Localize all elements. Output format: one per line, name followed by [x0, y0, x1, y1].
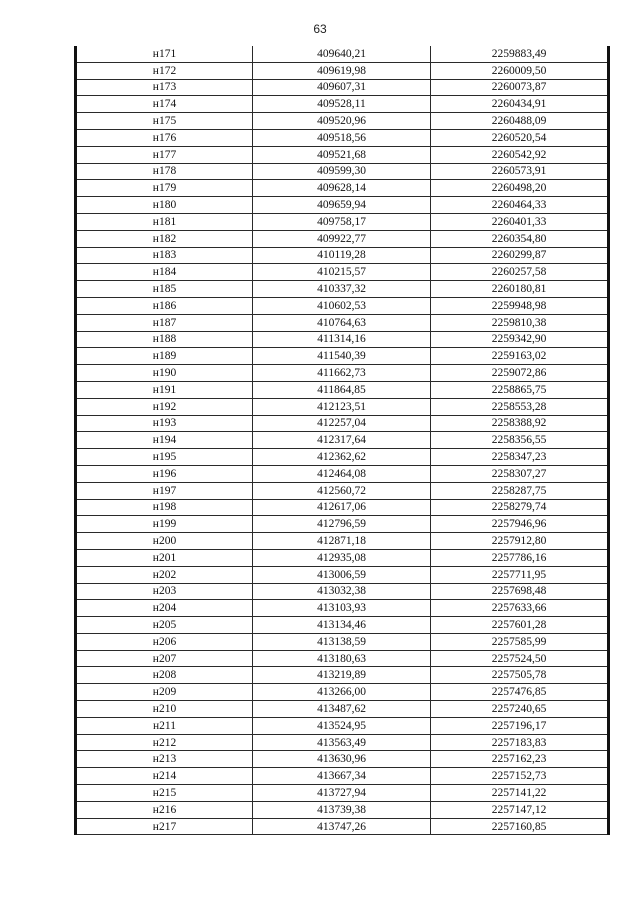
x-coordinate-cell: 409659,94	[253, 197, 431, 214]
table-row	[76, 146, 609, 163]
y-coordinate-cell: 2257162,23	[431, 751, 609, 768]
y-coordinate-cell: 2259163,02	[431, 348, 609, 365]
y-coordinate-cell: 2260542,92	[431, 146, 609, 163]
y-coordinate-cell: 2258553,28	[431, 398, 609, 415]
x-coordinate-cell: 413006,59	[253, 566, 431, 583]
table-row	[76, 213, 609, 230]
table-row	[76, 331, 609, 348]
y-coordinate-cell: 2257183,83	[431, 734, 609, 751]
x-coordinate-cell: 411314,16	[253, 331, 431, 348]
x-coordinate-cell: 413739,38	[253, 801, 431, 818]
coordinates-table	[74, 46, 610, 835]
x-coordinate-cell: 412871,18	[253, 533, 431, 550]
point-id-cell: н192	[76, 398, 253, 415]
point-id-cell: н180	[76, 197, 253, 214]
point-id-cell: н176	[76, 129, 253, 146]
x-coordinate-cell: 409640,21	[253, 46, 431, 62]
y-coordinate-cell: 2260009,50	[431, 62, 609, 79]
table-row	[76, 617, 609, 634]
y-coordinate-cell: 2258388,92	[431, 415, 609, 432]
y-coordinate-cell: 2258279,74	[431, 499, 609, 516]
x-coordinate-cell: 412257,04	[253, 415, 431, 432]
x-coordinate-cell: 413487,62	[253, 701, 431, 718]
point-id-cell: н178	[76, 163, 253, 180]
table-row	[76, 583, 609, 600]
point-id-cell: н205	[76, 617, 253, 634]
x-coordinate-cell: 412362,62	[253, 449, 431, 466]
table-row	[76, 717, 609, 734]
x-coordinate-cell: 413563,49	[253, 734, 431, 751]
y-coordinate-cell: 2257147,12	[431, 801, 609, 818]
y-coordinate-cell: 2260354,80	[431, 230, 609, 247]
table-row	[76, 684, 609, 701]
point-id-cell: н179	[76, 180, 253, 197]
table-row	[76, 230, 609, 247]
y-coordinate-cell: 2257786,16	[431, 549, 609, 566]
x-coordinate-cell: 412123,51	[253, 398, 431, 415]
point-id-cell: н209	[76, 684, 253, 701]
table-row	[76, 785, 609, 802]
table-row	[76, 549, 609, 566]
x-coordinate-cell: 413180,63	[253, 650, 431, 667]
point-id-cell: н188	[76, 331, 253, 348]
table-row	[76, 751, 609, 768]
x-coordinate-cell: 411662,73	[253, 365, 431, 382]
table-row	[76, 801, 609, 818]
x-coordinate-cell: 413747,26	[253, 818, 431, 835]
y-coordinate-cell: 2258307,27	[431, 465, 609, 482]
table-row	[76, 701, 609, 718]
y-coordinate-cell: 2257524,50	[431, 650, 609, 667]
table-row	[76, 667, 609, 684]
y-coordinate-cell: 2260573,91	[431, 163, 609, 180]
y-coordinate-cell: 2257698,48	[431, 583, 609, 600]
x-coordinate-cell: 410119,28	[253, 247, 431, 264]
x-coordinate-cell: 411864,85	[253, 381, 431, 398]
point-id-cell: н193	[76, 415, 253, 432]
table-row	[76, 314, 609, 331]
point-id-cell: н199	[76, 516, 253, 533]
point-id-cell: н211	[76, 717, 253, 734]
x-coordinate-cell: 413266,00	[253, 684, 431, 701]
y-coordinate-cell: 2259948,98	[431, 297, 609, 314]
table-row	[76, 818, 609, 835]
point-id-cell: н190	[76, 365, 253, 382]
x-coordinate-cell: 412560,72	[253, 482, 431, 499]
table-row	[76, 465, 609, 482]
point-id-cell: н216	[76, 801, 253, 818]
table-row	[76, 180, 609, 197]
point-id-cell: н197	[76, 482, 253, 499]
point-id-cell: н184	[76, 264, 253, 281]
point-id-cell: н174	[76, 96, 253, 113]
y-coordinate-cell: 2260520,54	[431, 129, 609, 146]
y-coordinate-cell: 2258287,75	[431, 482, 609, 499]
coordinates-table-body	[76, 46, 609, 835]
y-coordinate-cell: 2260488,09	[431, 113, 609, 130]
y-coordinate-cell: 2259072,86	[431, 365, 609, 382]
y-coordinate-cell: 2257141,22	[431, 785, 609, 802]
x-coordinate-cell: 413630,96	[253, 751, 431, 768]
point-id-cell: н204	[76, 600, 253, 617]
y-coordinate-cell: 2257152,73	[431, 768, 609, 785]
point-id-cell: н182	[76, 230, 253, 247]
y-coordinate-cell: 2258356,55	[431, 432, 609, 449]
x-coordinate-cell: 412317,64	[253, 432, 431, 449]
point-id-cell: н217	[76, 818, 253, 835]
x-coordinate-cell: 413134,46	[253, 617, 431, 634]
table-row	[76, 381, 609, 398]
point-id-cell: н171	[76, 46, 253, 62]
x-coordinate-cell: 412617,06	[253, 499, 431, 516]
table-row	[76, 281, 609, 298]
table-row	[76, 499, 609, 516]
y-coordinate-cell: 2257240,65	[431, 701, 609, 718]
x-coordinate-cell: 409528,11	[253, 96, 431, 113]
table-row	[76, 264, 609, 281]
y-coordinate-cell: 2257476,85	[431, 684, 609, 701]
point-id-cell: н214	[76, 768, 253, 785]
table-row	[76, 62, 609, 79]
table-row	[76, 247, 609, 264]
point-id-cell: н195	[76, 449, 253, 466]
x-coordinate-cell: 410764,63	[253, 314, 431, 331]
y-coordinate-cell: 2257633,66	[431, 600, 609, 617]
y-coordinate-cell: 2260401,33	[431, 213, 609, 230]
y-coordinate-cell: 2258347,23	[431, 449, 609, 466]
x-coordinate-cell: 412796,59	[253, 516, 431, 533]
point-id-cell: н173	[76, 79, 253, 96]
x-coordinate-cell: 410215,57	[253, 264, 431, 281]
x-coordinate-cell: 409520,96	[253, 113, 431, 130]
point-id-cell: н201	[76, 549, 253, 566]
x-coordinate-cell: 410337,32	[253, 281, 431, 298]
x-coordinate-cell: 409599,30	[253, 163, 431, 180]
y-coordinate-cell: 2260498,20	[431, 180, 609, 197]
table-row	[76, 197, 609, 214]
table-row	[76, 129, 609, 146]
point-id-cell: н183	[76, 247, 253, 264]
point-id-cell: н185	[76, 281, 253, 298]
point-id-cell: н172	[76, 62, 253, 79]
point-id-cell: н186	[76, 297, 253, 314]
y-coordinate-cell: 2257912,80	[431, 533, 609, 550]
table-row	[76, 734, 609, 751]
point-id-cell: н191	[76, 381, 253, 398]
x-coordinate-cell: 413032,38	[253, 583, 431, 600]
point-id-cell: н196	[76, 465, 253, 482]
point-id-cell: н210	[76, 701, 253, 718]
table-row	[76, 96, 609, 113]
y-coordinate-cell: 2257196,17	[431, 717, 609, 734]
table-row	[76, 533, 609, 550]
table-row	[76, 633, 609, 650]
y-coordinate-cell: 2257946,96	[431, 516, 609, 533]
x-coordinate-cell: 413219,89	[253, 667, 431, 684]
x-coordinate-cell: 410602,53	[253, 297, 431, 314]
table-row	[76, 365, 609, 382]
point-id-cell: н200	[76, 533, 253, 550]
point-id-cell: н175	[76, 113, 253, 130]
point-id-cell: н202	[76, 566, 253, 583]
table-row	[76, 79, 609, 96]
table-row	[76, 163, 609, 180]
x-coordinate-cell: 409758,17	[253, 213, 431, 230]
point-id-cell: н212	[76, 734, 253, 751]
table-row	[76, 415, 609, 432]
x-coordinate-cell: 409518,56	[253, 129, 431, 146]
y-coordinate-cell: 2260299,87	[431, 247, 609, 264]
point-id-cell: н189	[76, 348, 253, 365]
point-id-cell: н198	[76, 499, 253, 516]
table-row	[76, 566, 609, 583]
table-row	[76, 398, 609, 415]
point-id-cell: н208	[76, 667, 253, 684]
x-coordinate-cell: 413727,94	[253, 785, 431, 802]
table-row	[76, 516, 609, 533]
table-row	[76, 46, 609, 62]
x-coordinate-cell: 409521,68	[253, 146, 431, 163]
x-coordinate-cell: 409922,77	[253, 230, 431, 247]
y-coordinate-cell: 2258865,75	[431, 381, 609, 398]
point-id-cell: н203	[76, 583, 253, 600]
x-coordinate-cell: 413667,34	[253, 768, 431, 785]
point-id-cell: н194	[76, 432, 253, 449]
y-coordinate-cell: 2257585,99	[431, 633, 609, 650]
y-coordinate-cell: 2260464,33	[431, 197, 609, 214]
y-coordinate-cell: 2260073,87	[431, 79, 609, 96]
page-number: 63	[313, 22, 327, 36]
point-id-cell: н206	[76, 633, 253, 650]
x-coordinate-cell: 409619,98	[253, 62, 431, 79]
point-id-cell: н187	[76, 314, 253, 331]
table-row	[76, 297, 609, 314]
point-id-cell: н215	[76, 785, 253, 802]
y-coordinate-cell: 2260180,81	[431, 281, 609, 298]
table-row	[76, 432, 609, 449]
x-coordinate-cell: 413103,93	[253, 600, 431, 617]
table-row	[76, 482, 609, 499]
table-row	[76, 348, 609, 365]
x-coordinate-cell: 413138,59	[253, 633, 431, 650]
y-coordinate-cell: 2259883,49	[431, 46, 609, 62]
table-row	[76, 113, 609, 130]
x-coordinate-cell: 409628,14	[253, 180, 431, 197]
y-coordinate-cell: 2260257,58	[431, 264, 609, 281]
point-id-cell: н207	[76, 650, 253, 667]
x-coordinate-cell: 412935,08	[253, 549, 431, 566]
point-id-cell: н213	[76, 751, 253, 768]
table-row	[76, 449, 609, 466]
x-coordinate-cell: 411540,39	[253, 348, 431, 365]
point-id-cell: н177	[76, 146, 253, 163]
table-row	[76, 768, 609, 785]
y-coordinate-cell: 2257160,85	[431, 818, 609, 835]
y-coordinate-cell: 2259810,38	[431, 314, 609, 331]
y-coordinate-cell: 2259342,90	[431, 331, 609, 348]
table-row	[76, 600, 609, 617]
y-coordinate-cell: 2257505,78	[431, 667, 609, 684]
y-coordinate-cell: 2257601,28	[431, 617, 609, 634]
point-id-cell: н181	[76, 213, 253, 230]
x-coordinate-cell: 409607,31	[253, 79, 431, 96]
x-coordinate-cell: 412464,08	[253, 465, 431, 482]
y-coordinate-cell: 2257711,95	[431, 566, 609, 583]
table-row	[76, 650, 609, 667]
x-coordinate-cell: 413524,95	[253, 717, 431, 734]
y-coordinate-cell: 2260434,91	[431, 96, 609, 113]
